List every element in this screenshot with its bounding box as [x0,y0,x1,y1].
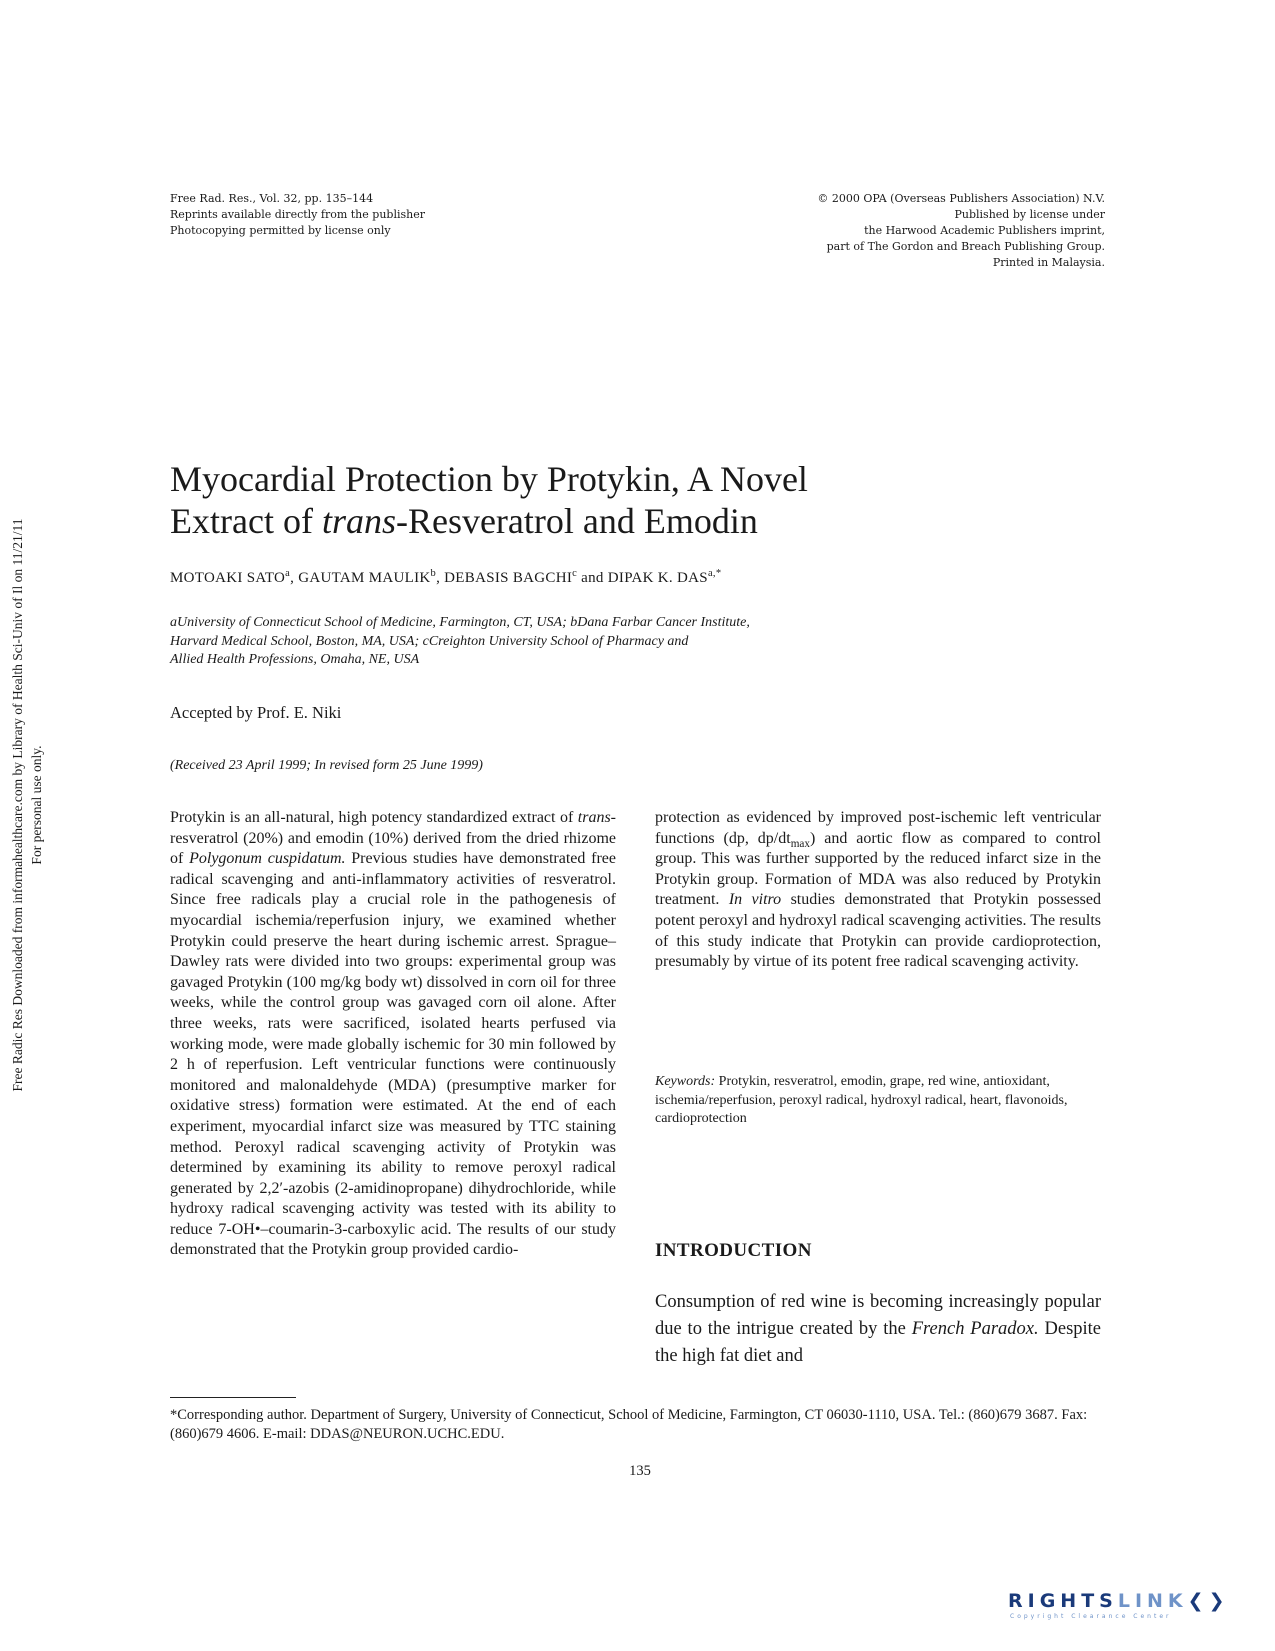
license-line: Published by license under [954,208,1105,221]
photocopy-note: Photocopying permitted by license only [170,224,391,237]
reprints-note: Reprints available directly from the publisher [170,208,425,221]
author-list [170,570,1070,587]
author-separator: , [290,570,299,586]
intro-text: Despite the high fat diet and [655,1319,1102,1366]
author-conjunction: and [577,570,608,586]
group-line: part of The Gordon and Breach Publishing Group. [826,240,1105,253]
keywords-label: Keywords: [655,1074,716,1089]
chevron-logo-icon: ❮❯ [1187,1590,1230,1612]
article-title [170,458,1070,542]
rightslink-wordmark [1008,1590,1248,1612]
logo-word-light: LINK [1117,1590,1188,1612]
printed-line: Printed in Malaysia. [992,256,1105,269]
keywords [655,1073,1101,1129]
affiliation-line: aUniversity of Connecticut School of Medicine, Farmington, CT, USA; bDana Farbar Cancer Institute, [170,615,750,630]
affiliation-line: Allied Health Professions, Omaha, NE, USA [170,652,420,667]
rightslink-logo[interactable] [1008,1590,1248,1630]
abstract-italic: Polygonum cuspidatum. [189,850,346,868]
author-name: DIPAK K. DAS [607,570,708,586]
title-text: -Resveratrol and Emodin [395,501,758,541]
abstract-italic: In vitro [728,891,782,909]
logo-word-dark: RIGHTS [1008,1590,1118,1612]
page-number: 135 [629,1463,651,1479]
title-line1: Myocardial Protection by Protykin, A Novel [170,459,808,499]
author-affil-mark: b [430,568,437,579]
introduction-paragraph [655,1289,1101,1370]
abstract-text: protection as evidenced by improved post-ischemic left ventricular functions (dp, dp/dt [655,809,1101,847]
imprint-line: the Harwood Academic Publishers imprint, [864,224,1105,237]
author-name: DEBASIS BAGCHI [444,570,573,586]
corresponding-author-footnote: *Corresponding author. Department of Surgery, University of Connecticut, School of Medicine, Farmington, CT 06030-1110, USA. Tel.: (860)679 3687. Fax: (860)679 4606. E-mail: DDAS@NEURON.UCHC.EDU. [170,1407,1088,1442]
abstract-left-column [170,808,616,1261]
download-note-line2: For personal use only. [29,745,44,865]
intro-italic: French Paradox. [911,1319,1039,1339]
author-separator: , [436,570,445,586]
author-affil-mark: a [285,568,291,579]
author-affil-mark: c [572,568,578,579]
affiliation-line: Harvard Medical School, Boston, MA, USA; cCreighton University School of Pharmacy and [170,633,689,649]
author-name: GAUTAM MAULIK [298,570,431,586]
title-italic: trans [321,501,396,541]
title-line2 [170,500,1070,542]
abstract-text: ) and aortic flow as compared to control group. This was further supported by the reduced infarct size in the Protykin group. Formation of MDA was also reduced by Protykin treatment. [655,829,1102,909]
author-name: MOTOAKI SATO [170,570,286,586]
rightslink-subtitle: Copyright Clearance Center [1010,1613,1172,1620]
title-text: Extract of [170,501,322,541]
publisher-info [760,191,1105,271]
download-note-line1: Free Radic Res Downloaded from informahealthcare.com by Library of Health Sci-Univ of Il on 11/21/11 [10,518,25,1092]
copyright-line: © 2000 OPA (Overseas Publishers Association) N.V. [817,192,1105,205]
abstract-right-column [655,808,1101,973]
journal-citation: Free Rad. Res., Vol. 32, pp. 135–144 [170,192,374,205]
abstract-text: Protykin is an all-natural, high potency standardized extract of [170,809,578,826]
accepted-by: Accepted by Prof. E. Niki [170,703,342,722]
author-affil-mark: a,* [707,568,722,579]
abstract-subscript: max [790,837,810,850]
intro-text: Consumption of red wine is becoming increasingly popular due to the intrigue created by the [655,1292,1101,1339]
journal-info [170,191,590,239]
abstract-italic: trans [577,809,611,826]
received-dates: (Received 23 April 1999; In revised form 25 June 1999) [170,758,483,773]
affiliations [170,614,1070,670]
footnote-rule [170,1397,296,1398]
section-heading-introduction: INTRODUCTION [655,1240,812,1261]
abstract-text: Previous studies have demonstrated free radical scavenging and anti-inflammatory activities of resveratrol. Since free radicals play a crucial role in the pathogenesis of myocardial ischemia/reperfusion injury, we examined whether Protykin could preserve the heart during ischemic arrest. Sprague–Dawley rats were divided into two groups: experimental group was gavaged Protykin (100 mg/kg body wt) dissolved in corn oil for three weeks, while the control group was gavaged corn oil alone. After three weeks, rats were sacrificed, isolated hearts perfused via working mode, were made globally ischemic for 30 min followed by 2 h of reperfusion. Left ventricular functions were continuously monitored and malonaldehyde (MDA) (presumptive marker for oxidative stress) formation were estimated. At the end of each experiment, myocardial infarct size was measured by TTC staining method. Peroxyl radical scavenging activity of Protykin was determined by examining its ability to remove peroxyl radical generated by 2,2′-azobis (2-amidinopropane) dihydrochloride, while hydroxy radical scavenging activity was tested with its ability to reduce 7-OH•–coumarin-3-carboxylic acid. The results of our study demonstrated that the Protykin group provided cardio- [170,850,617,1259]
keywords-text: Protykin, resveratrol, emodin, grape, red wine, antioxidant, ischemia/reperfusion, peroxyl radical, hydroxyl radical, heart, flavonoids, cardioprotection [655,1074,1068,1126]
abstract-text: -resveratrol (20%) and emodin (10%) derived from the dried rhizome of [170,809,616,868]
abstract-text: studies demonstrated that Protykin possessed potent peroxyl and hydroxyl radical scavenging activities. The results of this study indicate that Protykin can provide cardioprotection, presumably by virtue of its potent free radical scavenging activity. [655,891,1102,971]
